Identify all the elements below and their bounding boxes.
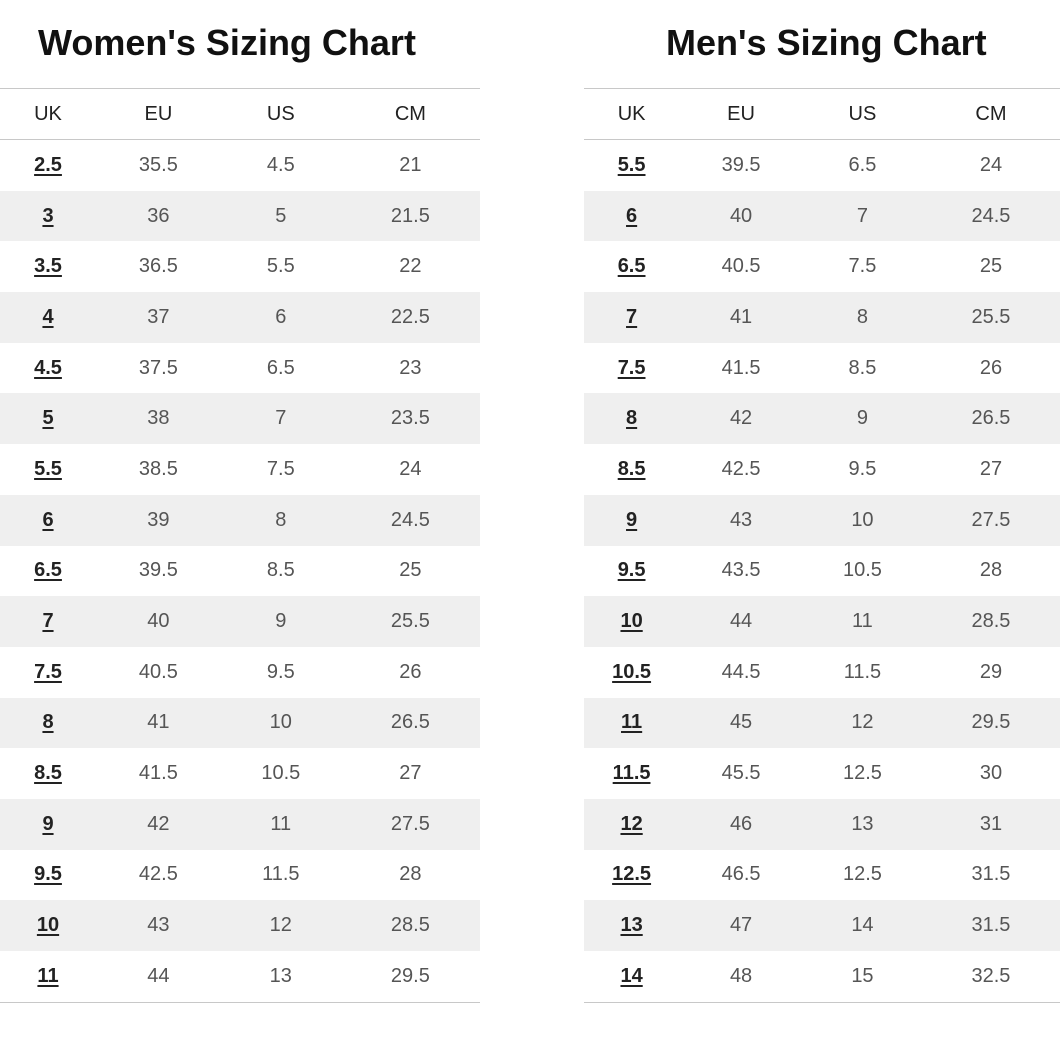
table-row (584, 546, 1060, 597)
table-row (584, 393, 1060, 444)
size-us-cell: 7 (803, 191, 922, 242)
size-cm-cell: 24 (979, 153, 1003, 176)
table-row (0, 495, 480, 546)
size-us-cell: 11.5 (262, 863, 300, 886)
size-uk-cell[interactable]: 7 (584, 292, 679, 343)
size-us-cell: 8 (803, 292, 922, 343)
size-eu-cell: 36.5 (138, 255, 178, 278)
size-cm-cell: 23 (399, 356, 422, 379)
table-row (0, 850, 480, 901)
table-row (584, 900, 1060, 951)
size-uk-cell[interactable]: 6.5 (34, 559, 62, 582)
table-row (0, 191, 480, 242)
size-eu-cell: 39.5 (721, 153, 761, 176)
size-us-cell: 11 (803, 596, 922, 647)
size-us-cell: 12.5 (842, 762, 882, 785)
size-uk-cell[interactable]: 7.5 (617, 356, 646, 379)
size-uk-cell[interactable]: 10 (584, 596, 679, 647)
size-eu-cell: 36 (96, 191, 221, 242)
size-cm-cell: 24.5 (922, 191, 1060, 242)
size-us-cell: 7.5 (266, 457, 295, 480)
size-cm-cell: 28.5 (922, 596, 1060, 647)
size-us-cell: 6.5 (266, 356, 295, 379)
table-row (0, 241, 480, 292)
size-us-cell: 14 (803, 900, 922, 951)
size-cm-cell: 25 (399, 559, 422, 582)
table-row (584, 748, 1060, 799)
table-row (0, 546, 480, 597)
size-cm-cell: 26 (399, 660, 422, 683)
table-row (584, 495, 1060, 546)
table-row (0, 698, 480, 749)
size-eu-cell: 47 (679, 900, 803, 951)
size-eu-cell: 45 (679, 698, 803, 749)
table-row (584, 647, 1060, 698)
size-eu-cell: 43.5 (721, 559, 761, 582)
size-uk-cell[interactable]: 9.5 (617, 559, 646, 582)
size-uk-cell[interactable]: 7.5 (34, 660, 62, 683)
size-cm-cell: 27.5 (341, 799, 480, 850)
size-uk-cell[interactable]: 5 (0, 393, 96, 444)
size-uk-cell[interactable]: 8 (584, 393, 679, 444)
table-row (0, 900, 480, 951)
mens-chart-title: Men's Sizing Chart (666, 22, 987, 63)
size-eu-cell: 40 (679, 191, 803, 242)
size-cm-cell: 27 (979, 457, 1003, 480)
table-row (584, 292, 1060, 343)
size-uk-cell[interactable]: 14 (620, 964, 643, 987)
table-row (0, 292, 480, 343)
size-uk-cell[interactable]: 6.5 (617, 255, 646, 278)
size-uk-cell[interactable]: 8.5 (34, 762, 62, 785)
table-row (584, 444, 1060, 495)
size-eu-cell: 39.5 (138, 559, 178, 582)
size-us-cell: 15 (851, 964, 874, 987)
size-us-cell: 12 (221, 900, 341, 951)
table-row (584, 140, 1060, 191)
womens-header-row (0, 89, 480, 140)
size-cm-cell: 31.5 (971, 863, 1011, 886)
size-eu-cell: 42 (679, 393, 803, 444)
size-uk-cell[interactable]: 9 (0, 799, 96, 850)
table-row (584, 698, 1060, 749)
table-row (584, 951, 1060, 1002)
size-us-cell: 10.5 (261, 762, 301, 785)
size-cm-cell: 22.5 (341, 292, 480, 343)
size-cm-cell: 25.5 (922, 292, 1060, 343)
table-row (584, 241, 1060, 292)
womens-chart-title: Women's Sizing Chart (38, 22, 416, 63)
size-uk-cell[interactable]: 12 (584, 799, 679, 850)
womens-table-body (0, 140, 480, 1003)
size-eu-cell: 44.5 (721, 660, 761, 683)
size-eu-cell: 46 (679, 799, 803, 850)
table-row (0, 444, 480, 495)
size-eu-cell: 48 (729, 964, 753, 987)
table-row (0, 140, 480, 191)
size-us-cell: 9.5 (266, 660, 295, 683)
size-us-cell: 4.5 (266, 153, 295, 176)
table-row (0, 393, 480, 444)
header-us: US (266, 102, 295, 125)
table-row (584, 191, 1060, 242)
size-cm-cell: 28.5 (341, 900, 480, 951)
table-row (0, 596, 480, 647)
womens-size-table (0, 88, 480, 1003)
size-us-cell: 10 (221, 698, 341, 749)
size-us-cell: 9 (803, 393, 922, 444)
size-eu-cell: 37 (96, 292, 221, 343)
size-cm-cell: 21 (399, 153, 422, 176)
size-uk-cell[interactable]: 8.5 (617, 457, 646, 480)
table-row (0, 951, 480, 1002)
size-eu-cell: 38 (96, 393, 221, 444)
size-uk-cell[interactable]: 4 (0, 292, 96, 343)
size-us-cell: 7 (221, 393, 341, 444)
size-eu-cell: 42.5 (138, 863, 178, 886)
size-us-cell: 7.5 (848, 255, 877, 278)
size-uk-cell[interactable]: 5.5 (34, 457, 62, 480)
size-us-cell: 6.5 (848, 153, 877, 176)
size-us-cell: 8.5 (266, 559, 295, 582)
size-uk-cell[interactable]: 3 (0, 191, 96, 242)
size-uk-cell[interactable]: 10.5 (612, 660, 652, 683)
size-cm-cell: 24 (399, 457, 422, 480)
size-us-cell: 13 (803, 799, 922, 850)
size-us-cell: 10 (803, 495, 922, 546)
size-eu-cell: 40.5 (138, 660, 178, 683)
table-row (584, 596, 1060, 647)
size-eu-cell: 44 (147, 964, 170, 987)
size-uk-cell[interactable]: 9.5 (34, 863, 62, 886)
size-us-cell: 9.5 (848, 457, 877, 480)
size-eu-cell: 41 (679, 292, 803, 343)
size-cm-cell: 27 (399, 762, 422, 785)
size-us-cell: 11.5 (843, 660, 882, 683)
size-us-cell: 5.5 (266, 255, 295, 278)
table-row (584, 343, 1060, 394)
size-uk-cell[interactable]: 4.5 (34, 356, 62, 379)
size-cm-cell: 30 (979, 762, 1003, 785)
size-uk-cell[interactable]: 11 (37, 964, 59, 987)
size-cm-cell: 23.5 (341, 393, 480, 444)
size-uk-cell[interactable]: 10 (0, 900, 96, 951)
table-row (584, 799, 1060, 850)
size-us-cell: 8.5 (848, 356, 877, 379)
size-uk-cell[interactable]: 11.5 (612, 762, 651, 785)
mens-sizing-chart (584, 0, 1060, 1003)
size-cm-cell: 22 (399, 255, 422, 278)
size-us-cell: 9 (221, 596, 341, 647)
header-cm: CM (975, 102, 1007, 125)
header-us: US (848, 102, 877, 125)
size-cm-cell: 25 (979, 255, 1003, 278)
size-eu-cell: 41.5 (138, 762, 178, 785)
size-us-cell: 5 (221, 191, 341, 242)
size-eu-cell: 43 (679, 495, 803, 546)
size-uk-cell[interactable]: 9 (584, 495, 679, 546)
size-us-cell: 10.5 (842, 559, 882, 582)
size-eu-cell: 44 (679, 596, 803, 647)
womens-sizing-chart (0, 0, 480, 1003)
size-cm-cell: 28 (979, 559, 1003, 582)
size-eu-cell: 43 (96, 900, 221, 951)
size-cm-cell: 31 (922, 799, 1060, 850)
size-cm-cell: 26.5 (922, 393, 1060, 444)
size-eu-cell: 38.5 (138, 457, 178, 480)
size-uk-cell[interactable]: 5.5 (617, 153, 646, 176)
mens-header-row (584, 89, 1060, 140)
size-us-cell: 6 (221, 292, 341, 343)
header-eu: EU (144, 102, 173, 125)
size-uk-cell[interactable]: 3.5 (34, 255, 62, 278)
size-cm-cell: 29.5 (922, 698, 1060, 749)
size-uk-cell[interactable]: 2.5 (34, 153, 62, 176)
size-us-cell: 12 (803, 698, 922, 749)
size-us-cell: 12.5 (842, 863, 882, 886)
size-uk-cell[interactable]: 8 (0, 698, 96, 749)
table-row (0, 343, 480, 394)
size-us-cell: 8 (221, 495, 341, 546)
size-uk-cell[interactable]: 6 (0, 495, 96, 546)
table-row (0, 748, 480, 799)
header-eu: EU (727, 102, 755, 125)
header-cm: CM (394, 102, 426, 125)
size-cm-cell: 26.5 (341, 698, 480, 749)
size-us-cell: 11 (221, 799, 341, 850)
size-eu-cell: 42 (96, 799, 221, 850)
size-cm-cell: 21.5 (341, 191, 480, 242)
header-uk: UK (34, 102, 62, 125)
size-cm-cell: 31.5 (922, 900, 1060, 951)
size-uk-cell[interactable]: 13 (584, 900, 679, 951)
header-uk: UK (617, 102, 646, 125)
size-uk-cell[interactable]: 6 (584, 191, 679, 242)
size-cm-cell: 25.5 (341, 596, 480, 647)
size-cm-cell: 28 (399, 863, 422, 886)
size-cm-cell: 32.5 (971, 964, 1011, 987)
table-row (0, 799, 480, 850)
size-us-cell: 13 (269, 964, 292, 987)
mens-size-table (584, 88, 1060, 1003)
size-eu-cell: 46.5 (721, 863, 761, 886)
size-cm-cell: 26 (979, 356, 1003, 379)
table-row (0, 647, 480, 698)
size-uk-cell[interactable]: 11 (584, 698, 679, 749)
size-eu-cell: 39 (96, 495, 221, 546)
size-uk-cell[interactable]: 12.5 (612, 863, 652, 886)
size-eu-cell: 41 (96, 698, 221, 749)
size-eu-cell: 45.5 (721, 762, 761, 785)
size-uk-cell[interactable]: 7 (0, 596, 96, 647)
size-eu-cell: 40 (96, 596, 221, 647)
mens-table-body (584, 140, 1060, 1003)
size-cm-cell: 27.5 (922, 495, 1060, 546)
size-eu-cell: 40.5 (721, 255, 761, 278)
table-row (584, 850, 1060, 901)
size-cm-cell: 29.5 (390, 964, 430, 987)
size-eu-cell: 35.5 (138, 153, 178, 176)
size-cm-cell: 24.5 (341, 495, 480, 546)
size-cm-cell: 29 (979, 660, 1003, 683)
size-eu-cell: 42.5 (721, 457, 761, 480)
size-eu-cell: 37.5 (138, 356, 178, 379)
size-eu-cell: 41.5 (721, 356, 761, 379)
